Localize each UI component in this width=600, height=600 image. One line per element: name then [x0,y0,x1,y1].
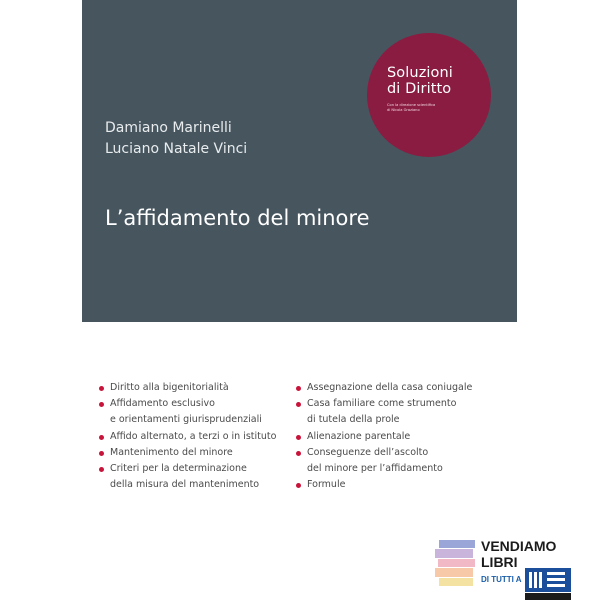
topic-item [295,477,472,493]
book-cover [82,0,557,600]
bullet-icon [296,483,301,488]
promo-line2: LIBRI [481,554,518,570]
topic-item [295,380,472,396]
series-title-line2: di Diritto [387,81,452,97]
topics-right-column [295,380,472,493]
topic-text: Conseguenze dell’ascolto [307,446,429,458]
topic-text: Casa familiare come strumento [307,398,457,410]
topic-text: Criteri per la determinazione [110,463,247,475]
topic-item [98,445,276,461]
bullet-icon [99,386,104,391]
bullet-icon [99,451,104,456]
topic-item [295,396,472,428]
bullet-icon [99,435,104,440]
promo-line3: DI TUTTI A [481,575,522,584]
topic-text: Alienazione parentale [307,430,411,442]
book-title: L’affidamento del minore [105,206,370,230]
topic-text: del minore per l’affidamento [307,463,443,475]
series-subtitle [387,103,467,113]
series-title-line1: Soluzioni [387,65,453,81]
topic-text: Formule [307,479,346,491]
topic-text: Affidamento esclusivo [110,398,215,410]
authors [105,118,247,160]
topic-item [98,380,276,396]
cover-top-panel [82,0,517,322]
topic-text: Mantenimento del minore [110,446,233,458]
publisher-logo-icon [525,568,571,600]
author-name: Luciano Natale Vinci [105,141,248,157]
series-title [387,65,483,97]
bullet-icon [99,402,104,407]
bullet-icon [296,435,301,440]
topic-text: Assegnazione della casa coniugale [307,382,473,393]
bullet-icon [296,386,301,391]
topic-item [295,445,472,477]
stacked-books-icon [435,538,477,588]
bullet-icon [99,467,104,472]
topic-text: della misura del mantenimento [110,479,260,491]
topic-text: Diritto alla bigenitorialità [110,382,229,393]
topics-left-column [98,380,276,493]
series-subtitle-line1: Con la direzione scientifica [387,103,436,107]
series-badge [367,33,491,157]
bullet-icon [296,402,301,407]
topic-item [98,429,276,445]
topic-text: Affido alternato, a terzi o in istituto [110,430,277,442]
series-subtitle-line2: di Nicola Graziano [387,108,420,112]
topic-item [98,461,276,493]
promo-sticker[interactable] [435,538,577,600]
topic-text: e orientamenti giurisprudenziali [110,414,262,426]
topic-text: di tutela della prole [307,414,400,426]
topic-item [295,429,472,445]
bullet-icon [296,451,301,456]
author-name: Damiano Marinelli [105,120,232,136]
promo-line1: VENDIAMO [481,538,557,554]
topic-item [98,396,276,428]
